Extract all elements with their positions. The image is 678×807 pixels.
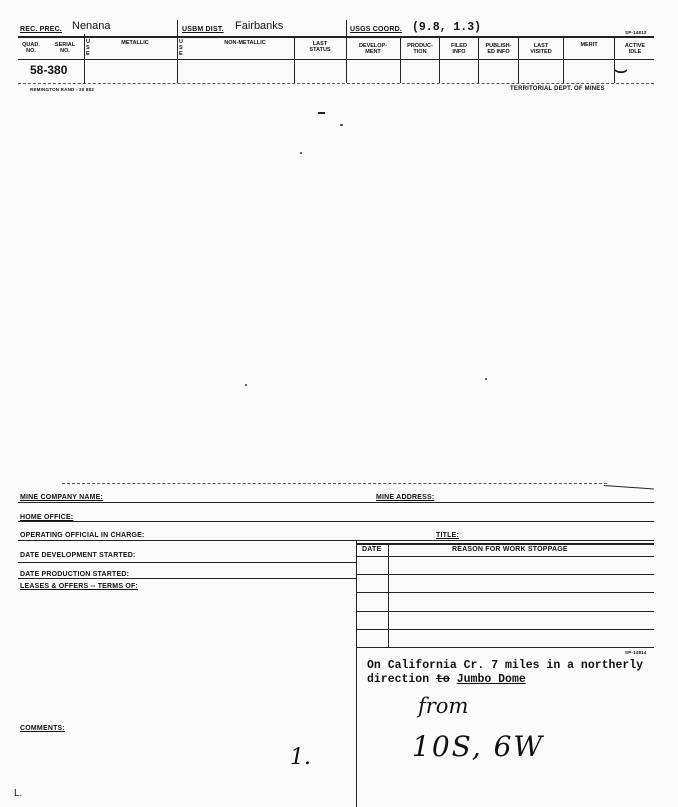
usgs-coord-value: (9.8, 1.3) [412, 21, 482, 34]
reason-column-header: REASON FOR WORK STOPPAGE [452, 546, 568, 553]
col-active-idle: ACTIVE IDLE [624, 43, 646, 55]
header-rule-mid [18, 59, 654, 60]
form-rule [18, 540, 654, 541]
form-rule [356, 574, 654, 575]
col-development: DEVELOP- MENT [358, 43, 388, 55]
col-last-status: LAST STATUS [309, 41, 331, 53]
col-divider [177, 20, 178, 83]
usbm-dist-value: Fairbanks [235, 20, 284, 32]
printer-imprint: REMINGTON RAND - 20 882 [30, 87, 95, 92]
form-rule [356, 629, 654, 630]
date-production-started-label: DATE PRODUCTION STARTED: [20, 571, 130, 578]
date-column-header: DATE [362, 546, 382, 553]
title-label: TITLE: [436, 532, 459, 539]
header-rule-top [18, 36, 654, 38]
corner-mark: L. [14, 788, 23, 799]
col-divider [563, 36, 564, 83]
usgs-coord-label: USGS COORD. [350, 26, 402, 33]
form-rule [18, 562, 356, 563]
scan-speck [340, 124, 343, 126]
department-imprint: TERRITORIAL DEPT. OF MINES [510, 86, 605, 92]
handwritten-number: 1. [290, 745, 311, 770]
form-number-bottom: SP-14814 [625, 650, 647, 655]
date-development-started-label: DATE DEVELOPMENT STARTED: [20, 552, 136, 559]
col-use-a: U S E [86, 39, 90, 57]
col-divider [478, 36, 479, 83]
typed-note-struck: to [436, 673, 450, 686]
typed-note-line-2 [367, 673, 526, 686]
col-serial-no: SERIAL NO. [54, 42, 76, 54]
quad-serial-value: 58-380 [30, 63, 68, 77]
col-merit: MERIT [580, 42, 598, 48]
comments-label: COMMENTS: [20, 725, 65, 732]
usbm-dist-label: USBM DIST. [182, 26, 224, 33]
scan-speck [300, 152, 302, 154]
form-rule [356, 556, 654, 557]
col-last-visited: LAST VISITED [530, 43, 552, 55]
col-divider [614, 36, 615, 83]
form-rule [356, 611, 654, 612]
mine-address-label: MINE ADDRESS: [376, 494, 435, 501]
lower-rule-dashed [62, 483, 607, 484]
col-production: PRODUC- TION [407, 43, 433, 55]
rec-prec-value: Nenana [72, 20, 111, 32]
col-divider [84, 34, 85, 83]
scan-speck [318, 112, 325, 114]
form-rule [18, 521, 654, 522]
handwritten-from: from [418, 694, 469, 718]
date-col-divider [388, 543, 389, 647]
operating-official-label: OPERATING OFFICIAL IN CHARGE: [20, 532, 145, 539]
typed-note-place: Jumbo Dome [456, 673, 526, 686]
lower-rule-curl [604, 485, 654, 489]
handwritten-location: 10S, 6W [412, 730, 545, 763]
col-non-metallic: NON-METALLIC [224, 40, 266, 46]
center-divider [356, 540, 357, 807]
typed-note-line-1: On California Cr. 7 miles in a northerly [367, 659, 644, 672]
form-rule [356, 592, 654, 593]
col-divider [294, 36, 295, 83]
col-quad-no: QUAD. NO. [22, 42, 40, 54]
form-number-top: SP-14813 [625, 30, 647, 35]
col-filed-info: FILED INFO [451, 43, 467, 55]
col-metallic: METALLIC [121, 40, 149, 46]
form-rule [18, 502, 654, 503]
form-rule [356, 543, 654, 545]
mine-company-name-label: MINE COMPANY NAME: [20, 494, 104, 501]
header-rule-dashed [18, 83, 654, 84]
col-divider [400, 36, 401, 83]
form-rule [356, 647, 654, 648]
leases-offers-label: LEASES & OFFERS -- TERMS OF: [20, 583, 138, 590]
scan-speck [245, 384, 247, 386]
scan-speck [485, 378, 487, 380]
active-idle-mark: ) [614, 69, 630, 74]
col-published-info: PUBLISH- ED INFO [485, 43, 512, 55]
col-divider [346, 20, 347, 83]
col-divider [518, 36, 519, 83]
home-office-label: HOME OFFICE: [20, 514, 74, 521]
col-divider [439, 36, 440, 83]
rec-prec-label: REC. PREC. [20, 26, 63, 33]
form-rule [18, 578, 356, 579]
typed-note-direction: direction [367, 673, 430, 686]
col-use-b: U S E [179, 39, 183, 57]
